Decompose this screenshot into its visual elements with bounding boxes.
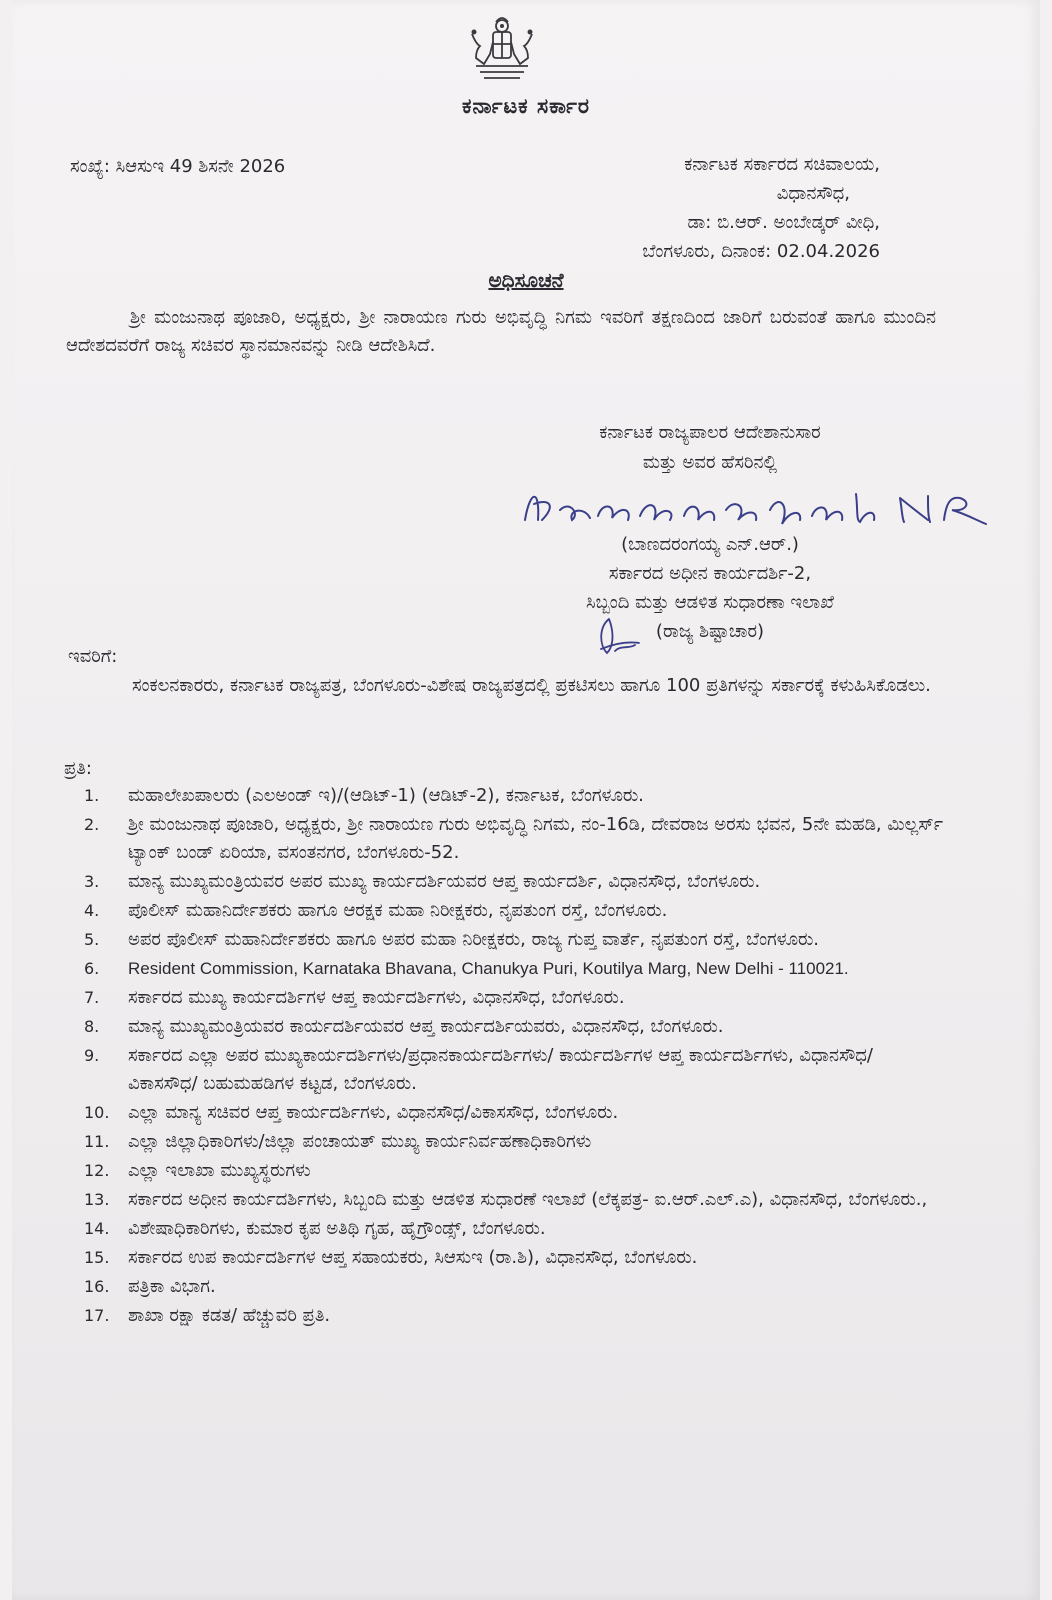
list-item-number: 14. xyxy=(84,1219,110,1238)
list-item-number: 2. xyxy=(84,815,100,834)
list-item xyxy=(84,782,944,810)
list-item xyxy=(84,1157,944,1185)
list-item-number: 4. xyxy=(84,901,100,920)
notification-heading: ಅಧಿಸೂಚನೆ xyxy=(488,268,564,292)
list-item xyxy=(84,1186,944,1214)
signatory-department: ಸಿಬ್ಬಂದಿ ಮತ್ತು ಆಡಳಿತ ಸುಧಾರಣಾ ಇಲಾಖೆ xyxy=(586,592,834,613)
karnataka-emblem-icon xyxy=(462,14,542,84)
list-item-number: 13. xyxy=(84,1190,110,1209)
list-item-number: 3. xyxy=(84,872,100,891)
address-date-line: ಬೆಂಗಳೂರು, ದಿನಾಂಕ: 02.04.2026 xyxy=(642,241,880,262)
signatory-section: (ರಾಜ್ಯ ಶಿಷ್ಟಾಚಾರ) xyxy=(655,621,765,642)
list-item xyxy=(84,868,944,896)
copies-label: ಪ್ರತಿ: xyxy=(64,758,92,779)
list-item-text: Resident Commission, Karnataka Bhavana, Chanukya Puri, Koutilya Marg, New Delhi - 110021. xyxy=(128,959,849,978)
signatory-designation: ಸರ್ಕಾರದ ಅಧೀನ ಕಾರ್ಯದರ್ಶಿ-2, xyxy=(608,563,812,584)
list-item-text: ಎಲ್ಲಾ ಇಲಾಖಾ ಮುಖ್ಯಸ್ಥರುಗಳು xyxy=(128,1160,311,1181)
list-item-text: ಪತ್ರಿಕಾ ವಿಭಾಗ. xyxy=(128,1276,216,1297)
signatory-block xyxy=(470,530,950,646)
notification-body: ಶ್ರೀ ಮಂಜುನಾಥ ಪೂಜಾರಿ, ಅಧ್ಯಕ್ಷರು, ಶ್ರೀ ನಾರಾಯಣ ಗುರು ಅಭಿವೃದ್ಧಿ ನಿಗಮ ಇವರಿಗೆ ತಕ್ಷಣದಿಂದ ಜಾರಿಗೆ ಬರುವಂತೆ ಹಾಗೂ ಮುಂದಿನ ಆದೇಶದವರೆಗೆ ರಾಜ್ಯ ಸಚಿವರ ಸ್ಥಾನಮಾನವನ್ನು ನೀಡಿ ಆದೇಶಿಸಿದೆ. xyxy=(66,307,936,356)
copy-recipient-list xyxy=(84,782,944,1331)
list-item xyxy=(84,1215,944,1243)
list-item-number: 10. xyxy=(84,1103,110,1122)
list-item-number: 15. xyxy=(84,1248,110,1267)
list-item xyxy=(84,1013,944,1041)
list-item xyxy=(84,1244,944,1272)
recipient-label: ಇವರಿಗೆ: xyxy=(68,646,118,667)
list-item-text: ಶಾಖಾ ರಕ್ಷಾ ಕಡತ/ ಹೆಚ್ಚುವರಿ ಪ್ರತಿ. xyxy=(128,1305,331,1326)
list-item xyxy=(84,926,944,954)
address-line: ಡಾ: ಬಿ.ಆರ್. ಅಂಬೇಡ್ಕರ್ ವೀಧಿ, xyxy=(687,212,880,233)
list-item-number: 7. xyxy=(84,988,100,1007)
list-item-number: 16. xyxy=(84,1277,110,1296)
list-item-number: 9. xyxy=(84,1046,100,1065)
list-item xyxy=(84,1042,944,1098)
authority-line-2: ಮತ್ತು ಅವರ ಹೆಸರಿನಲ್ಲಿ xyxy=(642,452,778,473)
list-item-number: 1. xyxy=(84,786,100,805)
list-item xyxy=(84,955,944,983)
list-item-text: ಸರ್ಕಾರದ ಮುಖ್ಯ ಕಾರ್ಯದರ್ಶಿಗಳ ಆಪ್ತ ಕಾರ್ಯದರ್ಶಿಗಳು, ವಿಧಾನಸೌಧ, ಬೆಂಗಳೂರು. xyxy=(128,987,625,1008)
address-line: ವಿಧಾನಸೌಧ, xyxy=(776,183,850,204)
list-item-text: ಮಾನ್ಯ ಮುಖ್ಯಮಂತ್ರಿಯವರ ಅಪರ ಮುಖ್ಯ ಕಾರ್ಯದರ್ಶಿಯವರ ಆಪ್ತ ಕಾರ್ಯದರ್ಶಿ, ವಿಧಾನಸೌಧ, ಬೆಂಗಳೂರು. xyxy=(128,871,761,892)
address-line: ಕರ್ನಾಟಕ ಸರ್ಕಾರದ ಸಚಿವಾಲಯ, xyxy=(684,154,880,175)
reference-number: ಸಂಖ್ಯೆ: ಸಿಆಸುಇ 49 ಶಿಸನೇ 2026 xyxy=(70,156,286,177)
list-item-text: ಸರ್ಕಾರದ ಅಧೀನ ಕಾರ್ಯದರ್ಶಿಗಳು, ಸಿಬ್ಬಂದಿ ಮತ್ತು ಆಡಳಿತ ಸುಧಾರಣೆ ಇಲಾಖೆ (ಲೆಕ್ಕಪತ್ರ- ಐ.ಆರ್.ಎಲ್.ಎ), ವಿಧಾನಸೌಧ, ಬೆಂಗಳೂರು., xyxy=(128,1189,928,1210)
list-item xyxy=(84,1099,944,1127)
list-item-text: ಮಾನ್ಯ ಮುಖ್ಯಮಂತ್ರಿಯವರ ಕಾರ್ಯದರ್ಶಿಯವರ ಆಪ್ತ ಕಾರ್ಯದರ್ಶಿಯವರು, ವಿಧಾನಸೌಧ, ಬೆಂಗಳೂರು. xyxy=(128,1016,724,1037)
list-item-text: ಶ್ರೀ ಮಂಜುನಾಥ ಪೂಜಾರಿ, ಅಧ್ಯಕ್ಷರು, ಶ್ರೀ ನಾರಾಯಣ ಗುರು ಅಭಿವೃದ್ಧಿ ನಿಗಮ, ನಂ-16ಡಿ, ದೇವರಾಜ ಅರಸು ಭವನ, 5ನೇ ಮಹಡಿ, ಮಿಲ್ಲರ್ಸ್ ಟ್ಯಾಂಕ್ ಬಂಡ್ ಏರಿಯಾ, ವಸಂತನಗರ, ಬೆಂಗಳೂರು-52. xyxy=(128,814,944,863)
list-item-text: ಅಪರ ಪೊಲೀಸ್ ಮಹಾನಿರ್ದೇಶಕರು ಹಾಗೂ ಅಪರ ಮಹಾ ನಿರೀಕ್ಷಕರು, ರಾಜ್ಯ ಗುಪ್ತ ವಾರ್ತೆ, ನೃಪತುಂಗ ರಸ್ತೆ, ಬೆಂಗಳೂರು. xyxy=(128,929,820,950)
list-item-text: ಪೊಲೀಸ್ ಮಹಾನಿರ್ದೇಶಕರು ಹಾಗೂ ಆರಕ್ಷಕ ಮಹಾ ನಿರೀಕ್ಷಕರು, ನೃಪತುಂಗ ರಸ್ತೆ, ಬೆಂಗಳೂರು. xyxy=(128,900,668,921)
list-item-text: ಸರ್ಕಾರದ ಎಲ್ಲಾ ಅಪರ ಮುಖ್ಯಕಾರ್ಯದರ್ಶಿಗಳು/ಪ್ರಧಾನಕಾರ್ಯದರ್ಶಿಗಳು/ ಕಾರ್ಯದರ್ಶಿಗಳ ಆಪ್ತ ಕಾರ್ಯದರ್ಶಿಗಳು, ವಿಧಾನಸೌಧ/ ವಿಕಾಸಸೌಧ/ ಬಹುಮಹಡಿಗಳ ಕಟ್ಟಡ, ಬೆಂಗಳೂರು. xyxy=(128,1045,873,1094)
list-item-number: 12. xyxy=(84,1161,110,1180)
list-item-text: ಸರ್ಕಾರದ ಉಪ ಕಾರ್ಯದರ್ಶಿಗಳ ಆಪ್ತ ಸಹಾಯಕರು, ಸಿಆಸುಇ (ರಾ.ಶಿ), ವಿಧಾನಸೌಧ, ಬೆಂಗಳೂರು. xyxy=(128,1247,698,1268)
recipient-body: ಸಂಕಲನಕಾರರು, ಕರ್ನಾಟಕ ರಾಜ್ಯಪತ್ರ, ಬೆಂಗಳೂರು-ವಿಶೇಷ ರಾಜ್ಯಪತ್ರದಲ್ಲಿ ಪ್ರಕಟಿಸಲು ಹಾಗೂ 100 ಪ್ರತಿಗಳನ್ನು ಸರ್ಕಾರಕ್ಕೆ ಕಳುಹಿಸಿಕೊಡಲು. xyxy=(132,675,931,696)
list-item xyxy=(84,811,944,867)
authority-statement xyxy=(520,418,900,478)
list-item xyxy=(84,984,944,1012)
office-address xyxy=(642,150,880,266)
list-item-text: ಎಲ್ಲಾ ಮಾನ್ಯ ಸಚಿವರ ಆಪ್ತ ಕಾರ್ಯದರ್ಶಿಗಳು, ವಿಧಾನಸೌಧ/ವಿಕಾಸಸೌಧ, ಬೆಂಗಳೂರು. xyxy=(128,1102,619,1123)
handwritten-initials xyxy=(595,615,645,660)
list-item-text: ವಿಶೇಷಾಧಿಕಾರಿಗಳು, ಕುಮಾರ ಕೃಪ ಅತಿಥಿ ಗೃಹ, ಹೈಗ್ರೌಂಡ್ಸ್, ಬೆಂಗಳೂರು. xyxy=(128,1218,546,1239)
list-item xyxy=(84,1273,944,1301)
authority-line-1: ಕರ್ನಾಟಕ ರಾಜ್ಯಪಾಲರ ಆದೇಶಾನುಸಾರ xyxy=(599,422,821,443)
list-item-text: ಎಲ್ಲಾ ಜಿಲ್ಲಾಧಿಕಾರಿಗಳು/ಜಿಲ್ಲಾ ಪಂಚಾಯತ್ ಮುಖ್ಯ ಕಾರ್ಯನಿರ್ವಹಣಾಧಿಕಾರಿಗಳು xyxy=(128,1131,592,1152)
handwritten-signature xyxy=(520,480,990,530)
list-item-number: 6. xyxy=(84,959,100,978)
government-title: ಕರ್ನಾಟಕ ಸರ್ಕಾರ xyxy=(462,94,590,118)
list-item xyxy=(84,1128,944,1156)
list-item-number: 11. xyxy=(84,1132,110,1151)
list-item-text: ಮಹಾಲೇಖಪಾಲರು (ಎಲಅಂಡ್ ಇ)/(ಆಡಿಟ್-1) (ಆಡಿಟ್-2), ಕರ್ನಾಟಕ, ಬೆಂಗಳೂರು. xyxy=(128,785,644,806)
list-item-number: 17. xyxy=(84,1306,110,1325)
list-item xyxy=(84,897,944,925)
list-item-number: 8. xyxy=(84,1017,100,1036)
list-item xyxy=(84,1302,944,1330)
signatory-name: (ಬಾಣದರಂಗಯ್ಯ ಎನ್.ಆರ್.) xyxy=(621,534,799,555)
list-item-number: 5. xyxy=(84,930,100,949)
